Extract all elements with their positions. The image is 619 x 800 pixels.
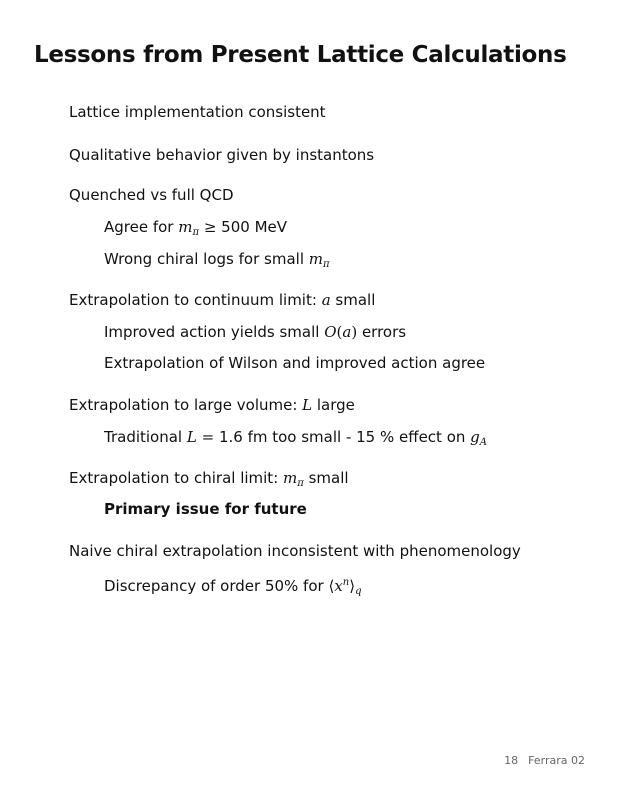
math-x: x (334, 577, 343, 595)
bullet-lattice-implementation: Lattice implementation consistent (69, 103, 326, 121)
math-g: g (470, 428, 480, 446)
math-paren-close: ) (351, 323, 358, 341)
subbullet-discrepancy (104, 573, 362, 602)
agree-text: Agree for (104, 218, 179, 236)
math-angle-open: ⟨ (328, 577, 335, 595)
math-sub-pi: π (192, 227, 200, 238)
bullet-chiral-limit (69, 468, 349, 494)
subbullet-primary-issue: Primary issue for future (104, 500, 307, 518)
footer-label: Ferrara 02 (528, 754, 585, 767)
bullet-large-volume (69, 395, 355, 415)
subbullet-agree (104, 217, 287, 243)
math-L: L (186, 428, 197, 446)
subbullet-improved-action (104, 322, 406, 342)
math-sub-q: q (355, 586, 362, 597)
volume-text: Extrapolation to large volume: (69, 396, 303, 414)
math-sup-n: n (342, 577, 350, 588)
math-angle-close: ⟩ (349, 577, 356, 595)
continuum-text: Extrapolation to continuum limit: (69, 291, 322, 309)
subbullet-wrong-chiral-logs (104, 249, 330, 275)
math-L: L (302, 396, 313, 414)
slide-title: Lessons from Present Lattice Calculations (34, 42, 567, 68)
math-sub-A: A (479, 437, 488, 448)
chiral-text: Extrapolation to chiral limit: (69, 469, 284, 487)
bullet-naive-chiral: Naive chiral extrapolation inconsistent with phenomenology (69, 542, 521, 560)
math-equals: = (196, 428, 219, 446)
subbullet-wilson-improved: Extrapolation of Wilson and improved action agree (104, 354, 486, 372)
continuum-suffix: small (330, 291, 376, 309)
page-number: 18 (504, 754, 519, 767)
bullet-quenched-vs-full: Quenched vs full QCD (69, 186, 234, 204)
chiral-suffix: small (303, 469, 349, 487)
traditional-middle: 1.6 fm too small - 15 % effect on (218, 428, 471, 446)
improved-text: Improved action yields small (104, 323, 325, 341)
math-m: m (178, 218, 193, 236)
bullet-continuum-limit (69, 290, 375, 310)
discrepancy-text: Discrepancy of order 50% for (104, 577, 329, 595)
bullet-qualitative-behavior: Qualitative behavior given by instantons (69, 146, 375, 164)
wrong-text: Wrong chiral logs for small (104, 250, 309, 268)
math-geq: ≥ (199, 218, 222, 236)
math-a: a (342, 323, 352, 341)
volume-suffix: large (312, 396, 355, 414)
traditional-text: Traditional (104, 428, 187, 446)
math-m: m (283, 469, 298, 487)
math-sub-pi: π (322, 259, 330, 270)
improved-suffix: errors (357, 323, 407, 341)
math-m: m (308, 250, 323, 268)
subbullet-traditional-L (104, 427, 487, 453)
slide-footer (504, 754, 585, 767)
math-a: a (321, 291, 331, 309)
math-sub-pi: π (297, 478, 304, 489)
math-paren-open: ( (336, 323, 343, 341)
math-big-o: O (324, 323, 337, 341)
agree-value: 500 MeV (221, 218, 288, 236)
